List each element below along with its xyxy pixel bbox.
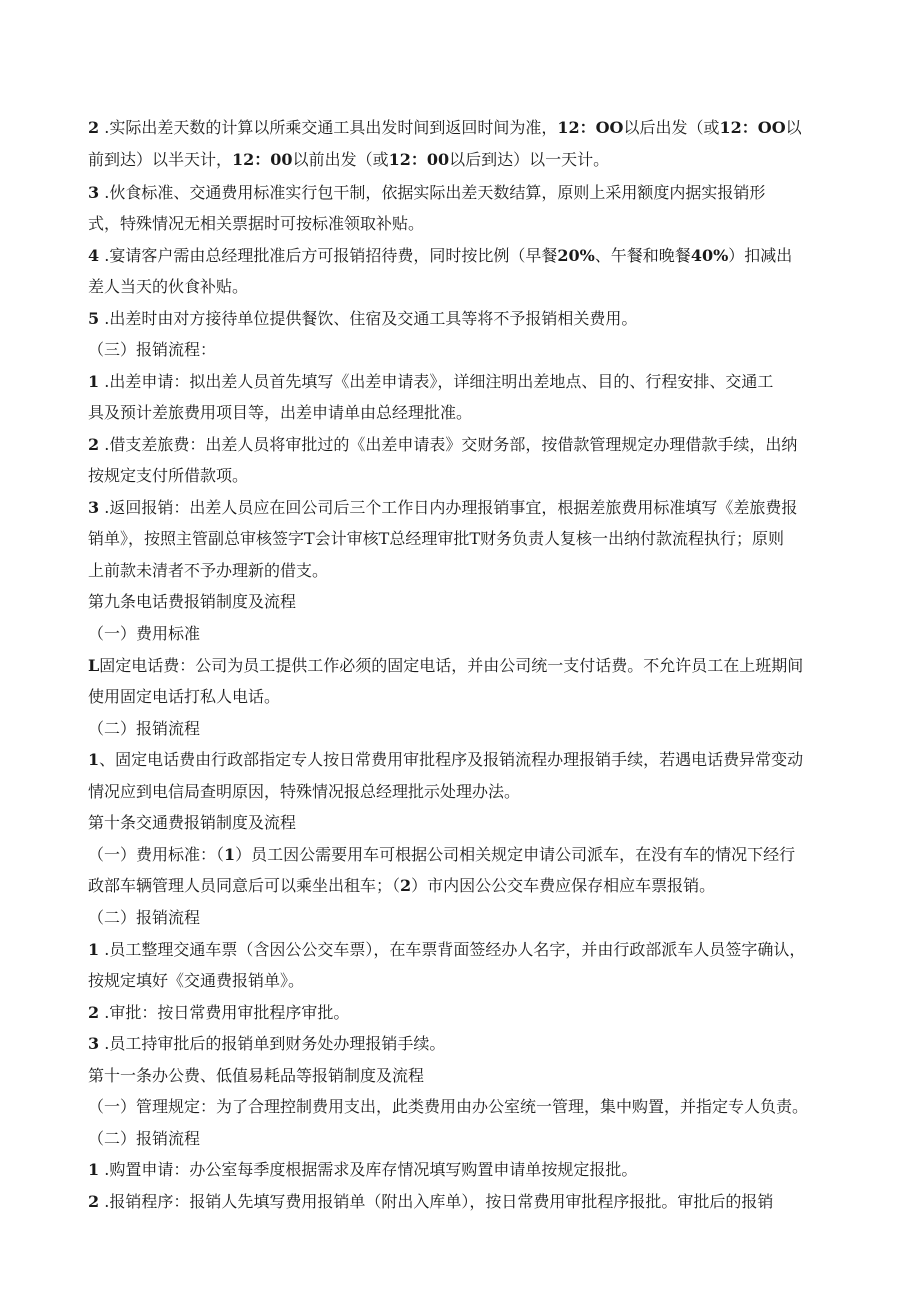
- line-segment: .返回报销：出差人员应在回公司后三个工作日内办理报销事宜，根据差旅费用标准填写《差旅费报: [99, 498, 798, 517]
- line-segment: ）扣减出: [728, 246, 793, 265]
- line-number: 2: [88, 1192, 100, 1211]
- line-segment: 上前款未清者不予办理新的借支。: [88, 561, 329, 580]
- line-segment: 12：OO: [719, 118, 786, 137]
- line-segment: 固定电话费：公司为员工提供工作必须的固定电话，并由公司统一支付话费。不允许员工在上班期间: [99, 656, 804, 675]
- line-segment: 第十一条办公费、低值易耗品等报销制度及流程: [88, 1066, 425, 1085]
- line-segment: 第十条交通费报销制度及流程: [88, 813, 297, 832]
- text-line: [88, 719, 200, 739]
- line-segment: ）员工因公需要用车可根据公司相关规定申请公司派车，在没有车的情况下经行: [235, 845, 796, 864]
- text-line: [88, 624, 200, 644]
- text-line: [88, 908, 200, 928]
- line-number: 2: [88, 1003, 100, 1022]
- line-segment: 以后到达）以一天计。: [449, 150, 610, 169]
- line-segment: ）市内因公公交车费应保存相应车票报销。: [411, 876, 716, 895]
- line-segment: （一）管理规定：为了合理控制费用支出，此类费用由办公室统一管理，集中购置，并指定专人负责。: [88, 1097, 809, 1116]
- text-line: [88, 971, 304, 991]
- line-segment: .伙食标准、交通费用标准实行包干制，依据实际出差天数结算，原则上采用额度内据实报销形: [99, 183, 766, 202]
- text-line: [88, 214, 424, 234]
- text-line: [88, 309, 637, 329]
- line-segment: 销单》，按照主管副总审核签字T会计审核T总经理审批T财务负责人复核一出纳付款流程执行；原则: [88, 529, 785, 548]
- line-segment: 以: [785, 118, 802, 137]
- text-line: [88, 498, 797, 518]
- line-segment: 2: [400, 876, 412, 895]
- line-number: 3: [88, 183, 100, 202]
- text-line: [88, 561, 328, 581]
- line-segment: .审批：按日常费用审批程序审批。: [99, 1003, 350, 1022]
- line-segment: .员工整理交通车票（含因公公交车票），在车票背面签经办人名字，并由行政部派车人员签字确认，: [99, 940, 806, 959]
- line-number: L: [88, 656, 100, 675]
- line-segment: （二）报销流程: [88, 1129, 201, 1148]
- line-segment: .员工持审批后的报销单到财务处办理报销手续。: [99, 1034, 446, 1053]
- text-line: [88, 466, 248, 486]
- text-line: [88, 845, 795, 865]
- line-segment: 12：00: [388, 150, 450, 169]
- line-segment: （二）报销流程: [88, 719, 201, 738]
- text-line: [88, 529, 784, 549]
- text-line: [88, 687, 280, 707]
- line-segment: .出差时由对方接待单位提供餐饮、住宿及交通工具等将不予报销相关费用。: [99, 309, 638, 328]
- text-line: [88, 1192, 773, 1212]
- line-segment: 式，特殊情况无相关票据时可按标准领取补贴。: [88, 214, 425, 233]
- line-segment: 按规定支付所借款项。: [88, 466, 249, 485]
- line-segment: 使用固定电话打私人电话。: [88, 687, 281, 706]
- text-line: [88, 1003, 349, 1023]
- line-segment: （一）费用标准: [88, 624, 201, 643]
- text-line: [88, 246, 792, 266]
- line-segment: 按规定填好《交通费报销单》。: [88, 971, 305, 990]
- text-line: [88, 782, 520, 802]
- text-line: [88, 876, 715, 896]
- line-segment: 、固定电话费由行政部指定专人按日常费用审批程序及报销流程办理报销手续，若遇电话费异常变动: [99, 750, 804, 769]
- line-segment: .宴请客户需由总经理批准后方可报销招待费，同时按比例（早餐: [99, 246, 558, 265]
- text-line: [88, 940, 805, 960]
- line-number: 3: [88, 498, 100, 517]
- line-number: 2: [88, 435, 100, 454]
- text-line: [88, 592, 296, 612]
- line-number: 1: [88, 1160, 100, 1179]
- line-segment: .实际出差天数的计算以所乘交通工具出发时间到返回时间为准，: [99, 118, 558, 137]
- line-segment: 12：00: [232, 150, 293, 169]
- text-line: [88, 403, 472, 423]
- line-segment: （三）报销流程：: [88, 340, 217, 359]
- text-line: [88, 183, 765, 203]
- text-line: [88, 435, 797, 455]
- text-line: [88, 1160, 637, 1180]
- line-segment: .借支差旅费：出差人员将审批过的《出差申请表》交财务部，按借款管理规定办理借款手续，出纳: [99, 435, 798, 454]
- text-line: [88, 150, 609, 170]
- line-segment: 具及预计差旅费用项目等，出差申请单由总经理批准。: [88, 403, 473, 422]
- line-segment: 以前出发（或: [292, 150, 389, 169]
- text-line: [88, 750, 803, 770]
- line-segment: 20%: [557, 246, 595, 265]
- line-segment: .出差申请：拟出差人员首先填写《出差申请表》，详细注明出差地点、目的、行程安排、交通工: [99, 372, 774, 391]
- text-line: [88, 372, 773, 392]
- line-segment: .报销程序：报销人先填写费用报销单（附出入库单），按日常费用审批程序报批。审批后的报销: [99, 1192, 774, 1211]
- line-number: 4: [88, 246, 100, 265]
- line-segment: 40%: [690, 246, 729, 265]
- line-segment: 以后出发（或: [623, 118, 720, 137]
- line-segment: 12：OO: [557, 118, 624, 137]
- text-line: [88, 1129, 200, 1149]
- text-line: [88, 1066, 424, 1086]
- line-segment: 前到达）以半天计，: [88, 150, 233, 169]
- line-segment: 第九条电话费报销制度及流程: [88, 592, 297, 611]
- line-number: 1: [88, 372, 100, 391]
- text-line: [88, 1097, 808, 1117]
- line-segment: 政部车辆管理人员同意后可以乘坐出租车；（: [88, 876, 401, 895]
- line-segment: （一）费用标准：（: [88, 845, 225, 864]
- text-line: [88, 1034, 445, 1054]
- line-segment: .购置申请：办公室每季度根据需求及库存情况填写购置申请单按规定报批。: [99, 1160, 638, 1179]
- line-number: 1: [88, 750, 100, 769]
- line-segment: 差人当天的伙食补贴。: [88, 277, 249, 296]
- text-line: [88, 813, 296, 833]
- line-segment: 1: [224, 845, 236, 864]
- text-line: [88, 277, 248, 297]
- line-number: 3: [88, 1034, 100, 1053]
- line-number: 1: [88, 940, 100, 959]
- text-line: [88, 340, 216, 360]
- text-line: [88, 656, 803, 676]
- line-number: 5: [88, 309, 100, 328]
- line-segment: 情况应到电信局查明原因，特殊情况报总经理批示处理办法。: [88, 782, 521, 801]
- line-segment: （二）报销流程: [88, 908, 201, 927]
- text-line: [88, 118, 802, 138]
- line-number: 2: [88, 118, 100, 137]
- line-segment: 、午餐和晚餐: [594, 246, 691, 265]
